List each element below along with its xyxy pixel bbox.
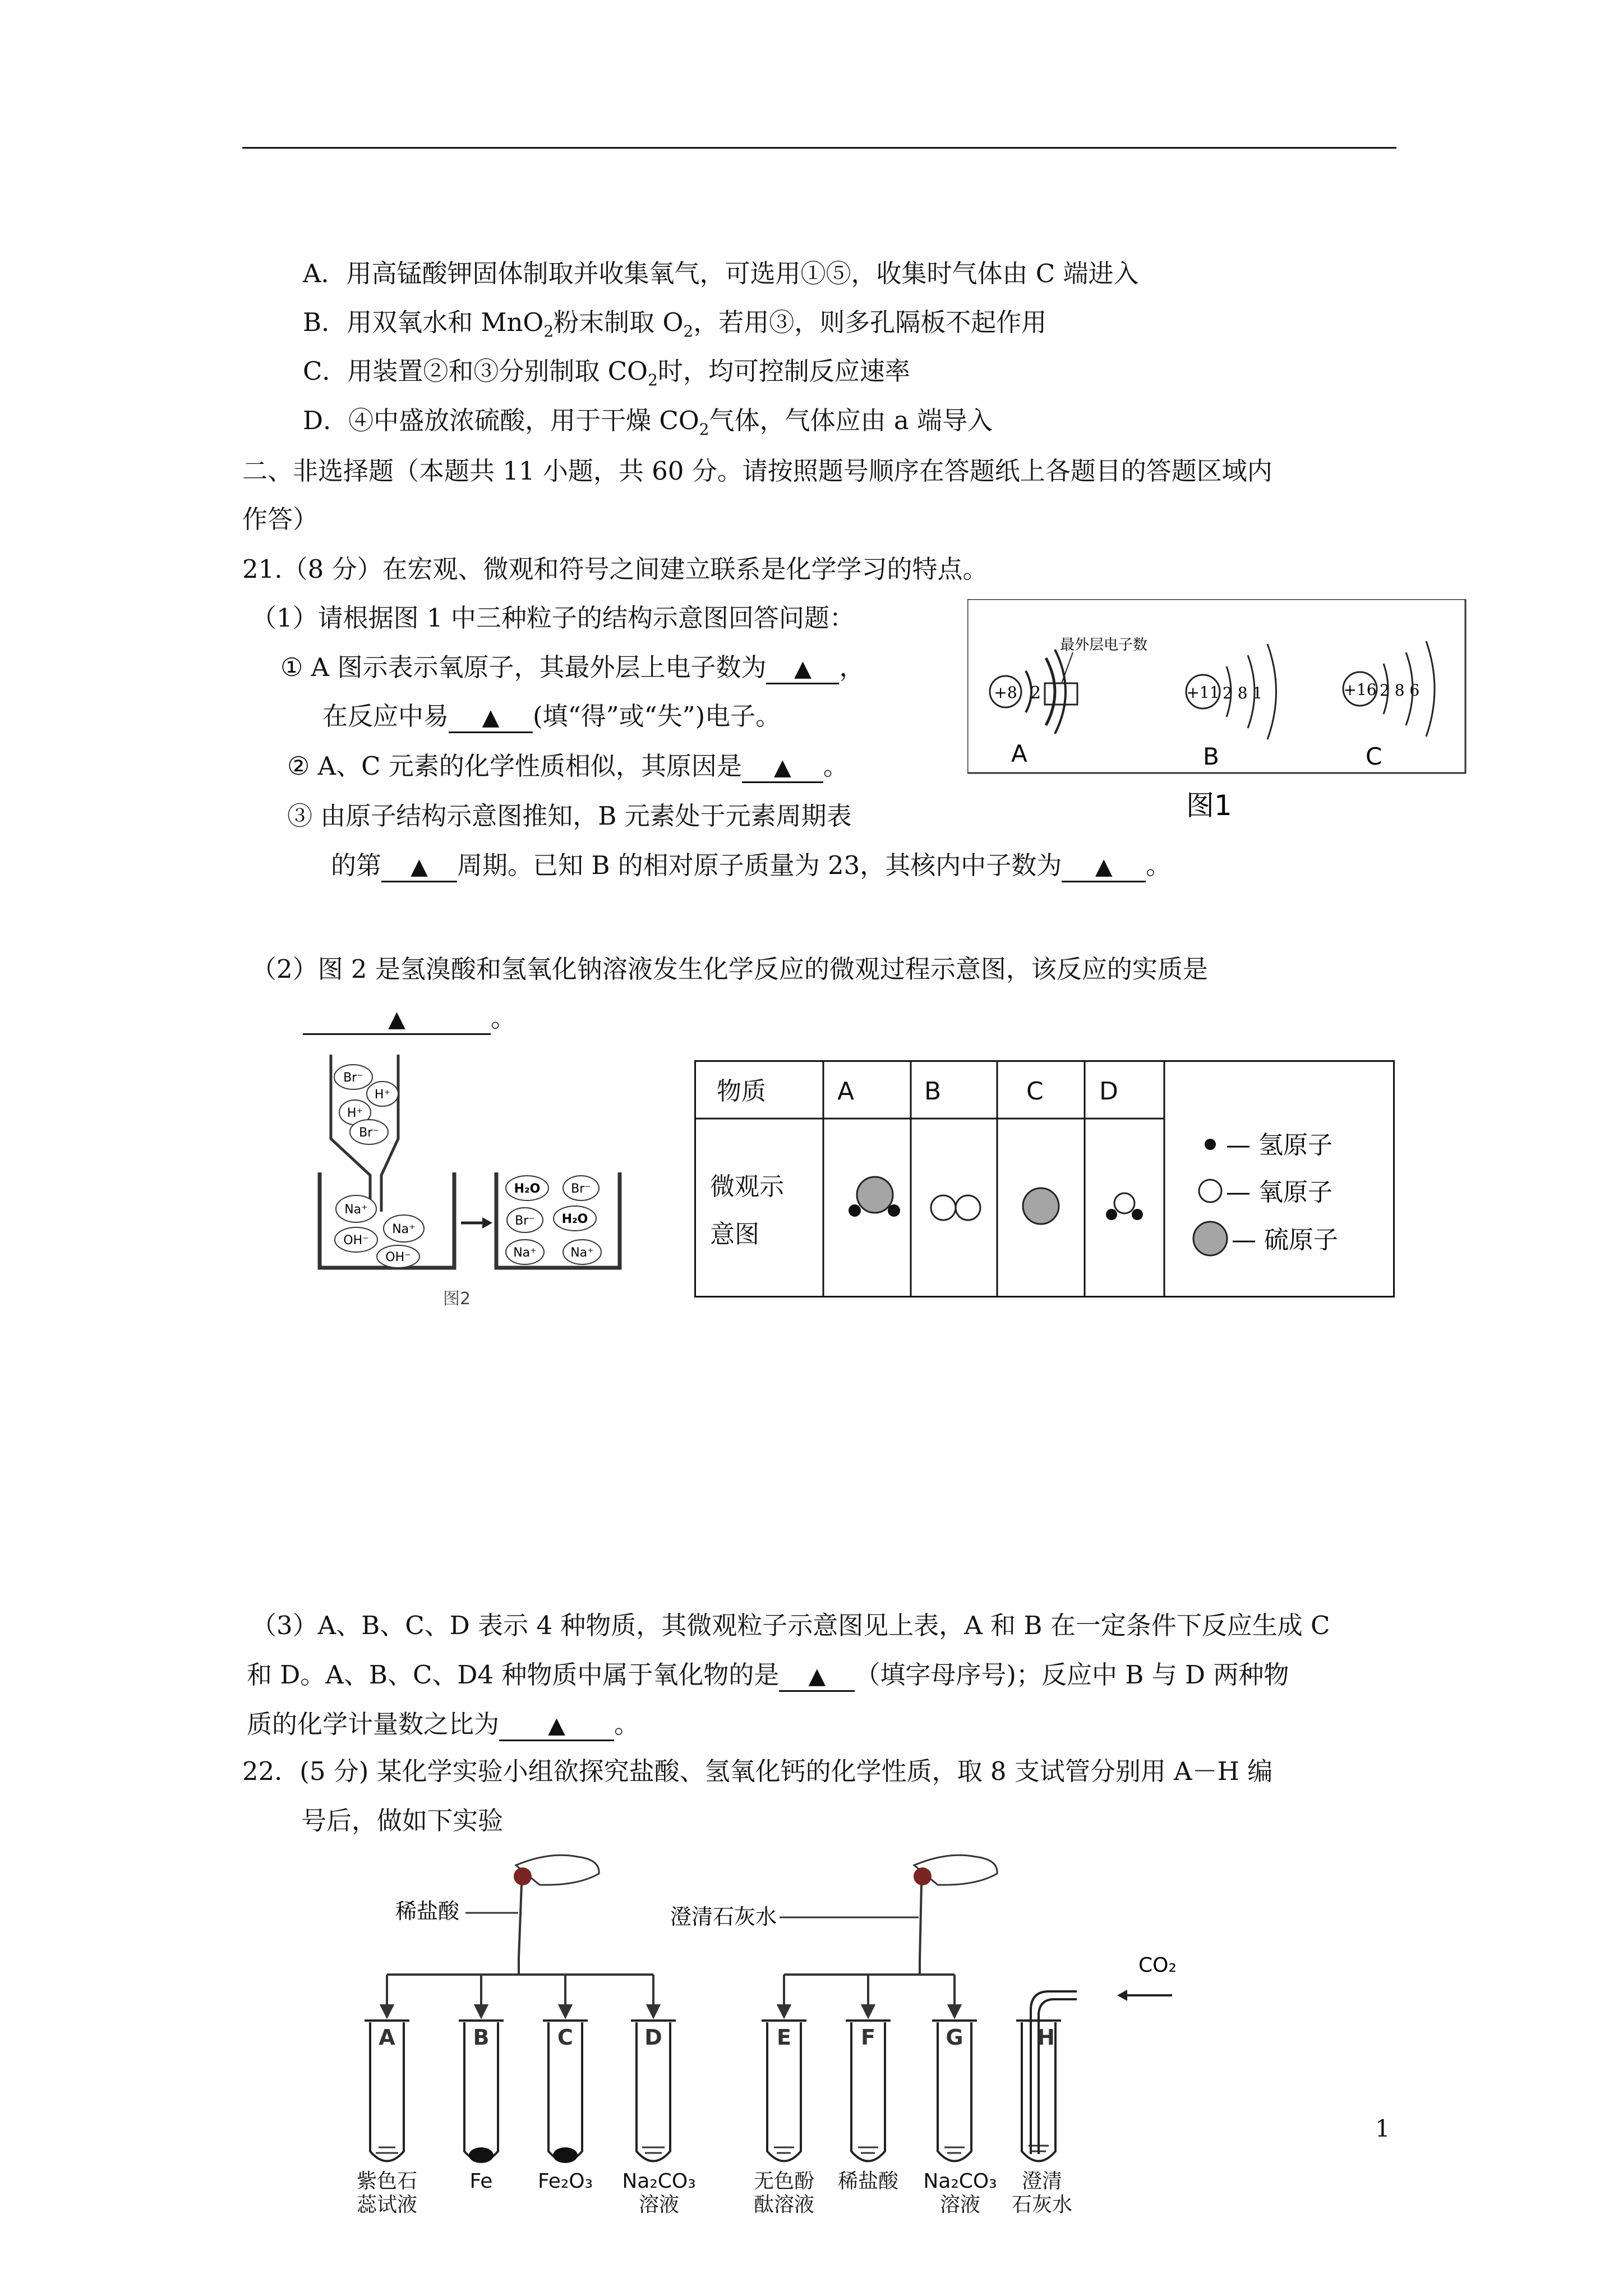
table-header-c: C [1026, 1077, 1044, 1106]
beaker2-ion-na-2: Na⁺ [570, 1246, 594, 1260]
header-rule [242, 147, 1396, 149]
figure-2-caption: 图2 [443, 1289, 471, 1309]
atom-c-label: C [1366, 743, 1382, 770]
atom-b-nucleus: +11 [1186, 683, 1220, 702]
table-header-a: A [837, 1077, 855, 1106]
section-heading-cont: 作答） [242, 504, 319, 534]
tube-c-label: C [557, 2025, 573, 2050]
q21-item2: ② A、C 元素的化学性质相似，其原因是 ▲ 。 [287, 749, 849, 783]
tube-e-content-2: 酞溶液 [753, 2193, 815, 2216]
left-dropper-bulb-icon [514, 1867, 532, 1885]
tube-b-content: Fe [469, 2170, 493, 2193]
q21-part2-cont: ▲ 。 [303, 1001, 516, 1035]
co2-label: CO₂ [1138, 1954, 1177, 1977]
tube-c-content: Fe₂O₃ [537, 2170, 593, 2193]
tube-g-content: Na₂CO₃ [923, 2170, 997, 2193]
funnel-ion-h-1: H⁺ [374, 1088, 391, 1102]
tube-g-label: G [946, 2025, 963, 2050]
tube-b-label: B [473, 2025, 490, 2050]
tube-d-content: Na₂CO₃ [622, 2170, 696, 2193]
tube-f-label: F [861, 2025, 875, 2050]
reagent-right-label: 澄清石灰水 [670, 1904, 777, 1929]
page-number: 1 [1375, 2115, 1390, 2142]
reagent-left-label: 稀盐酸 [395, 1899, 460, 1924]
q22-heading: 22．(5 分) 某化学实验小组欲探究盐酸、氢氧化钙的化学性质，取 8 支试管分别用 A－H 编 [242, 1756, 1273, 1786]
tube-d-content-2: 溶液 [638, 2193, 680, 2216]
q22-heading-cont: 号后，做如下实验 [301, 1806, 504, 1835]
table-row-label-cont: 意图 [710, 1220, 759, 1249]
molecule-a [857, 1177, 893, 1213]
q21-part3-cont1: 和 D。A、B、C、D4 种物质中属于氧化物的是 ▲ （填字母序号)；反应中 B 与 D 两种物 [247, 1658, 1289, 1692]
molecule-c [1023, 1188, 1059, 1224]
beaker2-ion-br-2: Br⁻ [515, 1214, 535, 1228]
molecule-b [931, 1195, 956, 1220]
figure-1 [967, 599, 1467, 826]
tube-e-label: E [777, 2025, 791, 2050]
option-b: B．用双氧水和 MnO$_2$粉末制取 $O_2$，若用③，则多孔隔板不起作用 [303, 307, 1047, 341]
q21-part3-cont2: 质的化学计量数之比为 ▲ 。 [247, 1708, 639, 1741]
beaker1-ion-oh-2: OH⁻ [385, 1250, 411, 1264]
molecule-d [1114, 1193, 1135, 1213]
atom-b-label: B [1203, 743, 1219, 770]
outer-electron-label: 最外层电子数 [1060, 637, 1148, 654]
tube-g-content-2: 溶液 [939, 2193, 981, 2216]
option-a: A．用高锰酸钾固体制取并收集氧气，可选用①⑤，收集时气体由 C 端进入 [303, 259, 1139, 288]
q21-item3: ③ 由原子结构示意图推知，B 元素处于元素周期表 [287, 801, 852, 831]
figure-2 [314, 1055, 645, 1326]
beaker2-water-2: H₂O [561, 1212, 588, 1226]
tube-f-content: 稀盐酸 [837, 2170, 899, 2193]
q21-part1: （1）请根据图 1 中三种粒子的结构示意图回答问题： [251, 603, 855, 633]
beaker2-ion-na-1: Na⁺ [513, 1246, 537, 1260]
table-row-label: 微观示 [710, 1172, 784, 1201]
table-header-substance: 物质 [717, 1077, 766, 1106]
tube-a-content-2: 蕊试液 [356, 2193, 418, 2216]
atom-a-shell: 2 [1030, 683, 1041, 703]
beaker1-ion-na-2: Na⁺ [392, 1222, 416, 1236]
atom-c-shells: 2 8 6 [1380, 681, 1420, 700]
q21-heading: 21.（8 分）在宏观、微观和符号之间建立联系是化学学习的特点。 [242, 554, 988, 584]
tube-a-content: 紫色石 [356, 2170, 418, 2193]
tube-d-label: D [644, 2025, 662, 2050]
beaker1-ion-oh-1: OH⁻ [343, 1234, 369, 1248]
tube-h-content-2: 石灰水 [1011, 2193, 1073, 2216]
q21-part3: （3）A、B、C、D 表示 4 种物质，其微观粒子示意图见上表，A 和 B 在一定条件下反应生成 C [251, 1611, 1330, 1640]
table-header-d: D [1099, 1077, 1118, 1106]
tube-h-label: H [1037, 2025, 1055, 2050]
tube-a-label: A [379, 2025, 395, 2050]
option-c: C．用装置②和③分别制取 $CO_2$时，均可控制反应速率 [303, 356, 910, 389]
funnel-ion-br-1: Br⁻ [343, 1071, 363, 1085]
atom-a-nucleus: +8 [994, 683, 1017, 702]
right-dropper-bulb-icon [914, 1867, 932, 1885]
option-d: D．④中盛放浓硫酸，用于干燥 $CO_2$气体，气体应由 a 端导入 [303, 406, 993, 439]
figure-3-experiment [331, 1840, 1251, 2224]
q21-item1: ① A 图示表示氧原子，其最外层上电子数为 ▲ ， [280, 651, 864, 684]
atom-b-shells: 2 8 1 [1223, 684, 1263, 702]
section-heading: 二、非选择题（本题共 11 小题，共 60 分。请按照题号顺序在答题纸上各题目的答题区域内 [242, 456, 1272, 486]
q21-item3-cont: 的第 ▲ 周期。已知 B 的相对原子质量为 23，其核内中子数为 ▲ 。 [331, 849, 1171, 882]
table-header-b: B [924, 1077, 942, 1106]
atom-a-label: A [1011, 740, 1027, 767]
legend-hydrogen: — 氢原子 [1226, 1131, 1332, 1159]
legend-oxygen-icon [1199, 1180, 1221, 1202]
legend-sulfur-icon [1193, 1222, 1227, 1255]
atom-c-nucleus: +16 [1343, 680, 1377, 699]
figure-1-caption: 图1 [1186, 789, 1232, 822]
q21-item1-cont: 在反应中易 ▲ (填“得”或“失”)电子。 [322, 700, 781, 733]
funnel-ion-h-2: H⁺ [347, 1106, 363, 1120]
beaker1-ion-na-1: Na⁺ [344, 1203, 368, 1217]
tube-h-content: 澄清 [1021, 2170, 1063, 2193]
beaker2-ion-br-1: Br⁻ [571, 1182, 591, 1196]
legend-hydrogen-icon [1205, 1139, 1216, 1150]
funnel-ion-br-2: Br⁻ [359, 1126, 379, 1140]
legend-oxygen: — 氧原子 [1226, 1178, 1332, 1207]
molecule-table [694, 1060, 1395, 1301]
beaker2-water-1: H₂O [514, 1182, 541, 1196]
tube-e-content: 无色酚 [753, 2170, 815, 2193]
legend-sulfur: — 硫原子 [1232, 1226, 1338, 1254]
q21-part2: （2）图 2 是氢溴酸和氢氧化钠溶液发生化学反应的微观过程示意图，该反应的实质是 [251, 954, 1208, 984]
